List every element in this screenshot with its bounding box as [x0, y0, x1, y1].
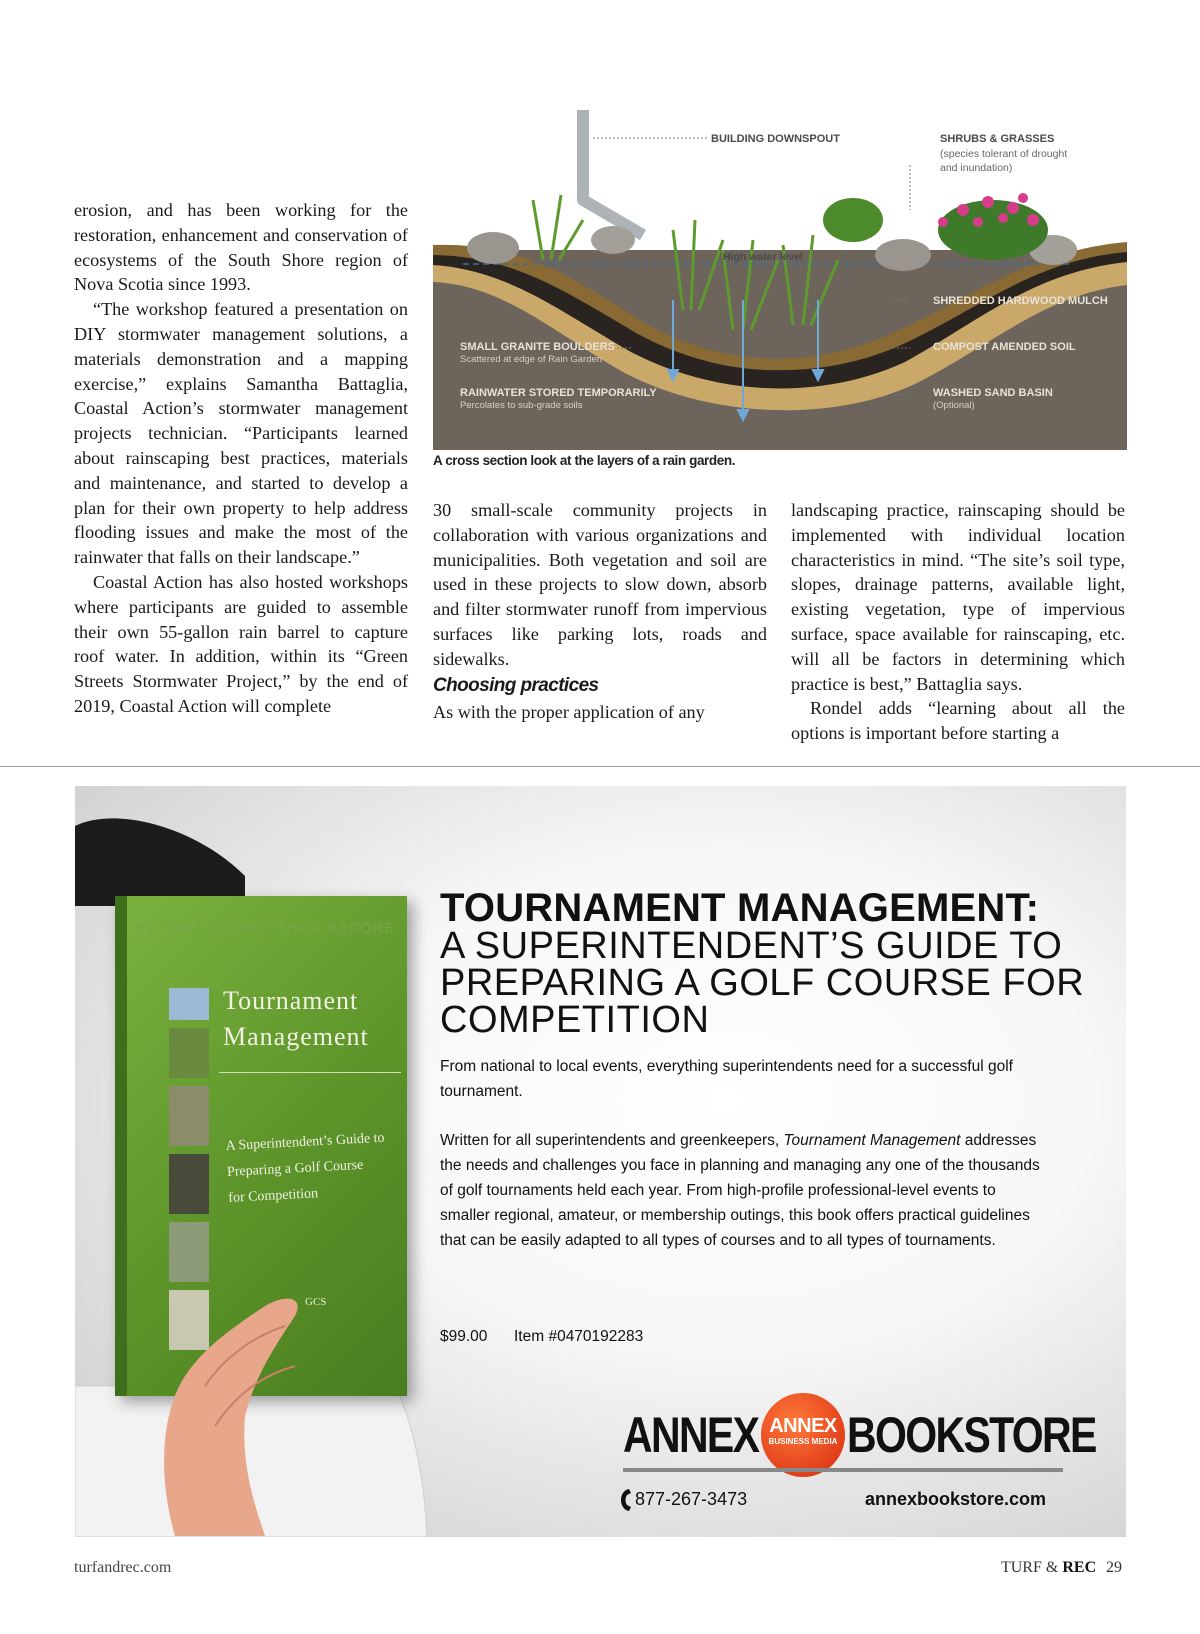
book-subtitle-line: for Competition: [227, 1186, 319, 1206]
label-boulders: SMALL GRANITE BOULDERS: [460, 341, 616, 353]
phone-icon: [620, 1488, 632, 1512]
page-number: 29: [1106, 1559, 1122, 1576]
book-title-line-2: Management: [223, 1022, 369, 1051]
ad-body-text: Written for all superintendents and greenkeepers,: [440, 1132, 784, 1149]
label-stored: RAINWATER STORED TEMPORARILY: [460, 387, 657, 399]
label-high-water: High water level: [723, 251, 803, 263]
book-subtitle-line: A Superintendent’s Guide to: [225, 1130, 385, 1154]
book-subtitle: [225, 1126, 388, 1212]
article-column-2: [433, 498, 767, 724]
bookstore-advertisement[interactable]: [75, 786, 1126, 1537]
article-paragraph: landscaping practice, rainscaping should be implemented with individual location characteristics in mind. “The site’s soil type, slopes, drainage patterns, available light, existing vegetation, type of impervious surface, space available for rainscaping, etc. will all be factors in determining which practice is best,” Battaglia says.: [791, 500, 1125, 694]
annex-business-media-logo: [761, 1393, 845, 1477]
section-subhead: Choosing practices: [433, 674, 599, 696]
label-sand-sub: (Optional): [933, 400, 975, 411]
label-boulders-sub: Scattered at edge of Rain Garden: [460, 354, 603, 365]
ad-body-text: addresses the needs and challenges you face in planning and managing any one of the thousands of golf tournaments held each year. From high-profile professional-level events to smaller regional, amateur, or membership outings, this book offers practical guidelines that can be easily adapted to all types of courses and to all types of tournaments.: [440, 1132, 1040, 1249]
logo-circle-subtext: BUSINESS MEDIA: [768, 1437, 838, 1446]
book-top-text: REPORT TO PRO SHOP BEFORE: [135, 920, 396, 937]
article-paragraph: Coastal Action has also hosted workshops where participants are guided to assemble their own 55-gallon rain barrel to capture roof water. In addition, within its “Green Streets Stormwater Project,” by the end of 2019, Coastal Action will complete: [74, 571, 408, 716]
ad-body-book-title: Tournament Management: [783, 1132, 961, 1149]
footer-brand-text: TURF &: [1001, 1559, 1063, 1576]
ad-phone-number[interactable]: 877-267-3473: [635, 1489, 748, 1509]
logo-underline: [623, 1468, 1063, 1472]
annex-logo-text: ANNEX: [623, 1407, 759, 1463]
rain-garden-diagram: [433, 110, 1127, 450]
label-mulch: SHREDDED HARDWOOD MULCH: [933, 295, 1108, 307]
ad-body: [440, 1128, 1040, 1253]
footer-url[interactable]: turfandrec.com: [74, 1559, 172, 1576]
article-paragraph: Rondel adds “learning about all the options is important before starting a: [791, 698, 1125, 744]
footer-brand-bold: REC: [1062, 1559, 1097, 1576]
book-title-line-1: Tournament: [223, 986, 359, 1015]
section-divider: [0, 766, 1200, 767]
article-paragraph: “The workshop featured a presentation on DIY stormwater management solutions, a materials demonstration and a mapping exercise,” explains Samantha Battaglia, Coastal Action’s stormwater management projects technician. “Participants learned about rainscaping best practices, materials and maintenance, and started to develop a plan for their own property to help address flooding issues and make the most of the rainwater that falls on their landscape.”: [74, 299, 408, 568]
label-shrubs-sub: and inundation): [940, 162, 1013, 174]
book-subtitle-line: Preparing a Golf Course: [226, 1157, 364, 1180]
figure-caption: A cross section look at the layers of a rain garden.: [433, 453, 736, 468]
label-shrubs: SHRUBS & GRASSES: [940, 133, 1055, 145]
label-downspout: BUILDING DOWNSPOUT: [711, 133, 840, 145]
logo-circle-text: ANNEX: [769, 1415, 837, 1437]
footer-magazine-name: [1001, 1559, 1096, 1577]
article-paragraph: erosion, and has been working for the restoration, enhancement and conservation of ecosystems of the South Shore region of Nova Scotia since 1993.: [74, 200, 408, 295]
article-column-3: [791, 498, 1125, 746]
ad-item-number: Item #0470192283: [514, 1328, 644, 1345]
ad-lead: From national to local events, everything superintendents need for a successful golf tournament.: [440, 1058, 1013, 1100]
bookstore-logo-text: BOOKSTORE: [847, 1407, 1096, 1463]
label-sand: WASHED SAND BASIN: [933, 387, 1053, 399]
article-paragraph: 30 small-scale community projects in collaboration with various organizations and municipalities. Both vegetation and soil are used in these projects to slow down, absorb and filter stormwater runoff from impervious surfaces like parking lots, roads and sidewalks.: [433, 500, 767, 669]
label-compost: COMPOST AMENDED SOIL: [933, 341, 1076, 353]
hand-illustration: [145, 1266, 345, 1536]
ad-title: TOURNAMENT MANAGEMENT:: [440, 886, 1040, 930]
article-column-1: [74, 198, 408, 719]
label-stored-sub: Percolates to sub-grade soils: [460, 400, 583, 411]
label-shrubs-sub: (species tolerant of drought: [940, 148, 1068, 160]
article-paragraph: As with the proper application of any: [433, 701, 705, 722]
ad-subtitle: A SUPERINTENDENT’S GUIDE TO PREPARING A GOLF COURSE FOR COMPETITION: [440, 925, 1085, 1041]
ad-website-link[interactable]: annexbookstore.com: [865, 1489, 1047, 1509]
ad-price: $99.00: [440, 1328, 488, 1345]
book-author-fragment: GCS: [305, 1296, 327, 1308]
